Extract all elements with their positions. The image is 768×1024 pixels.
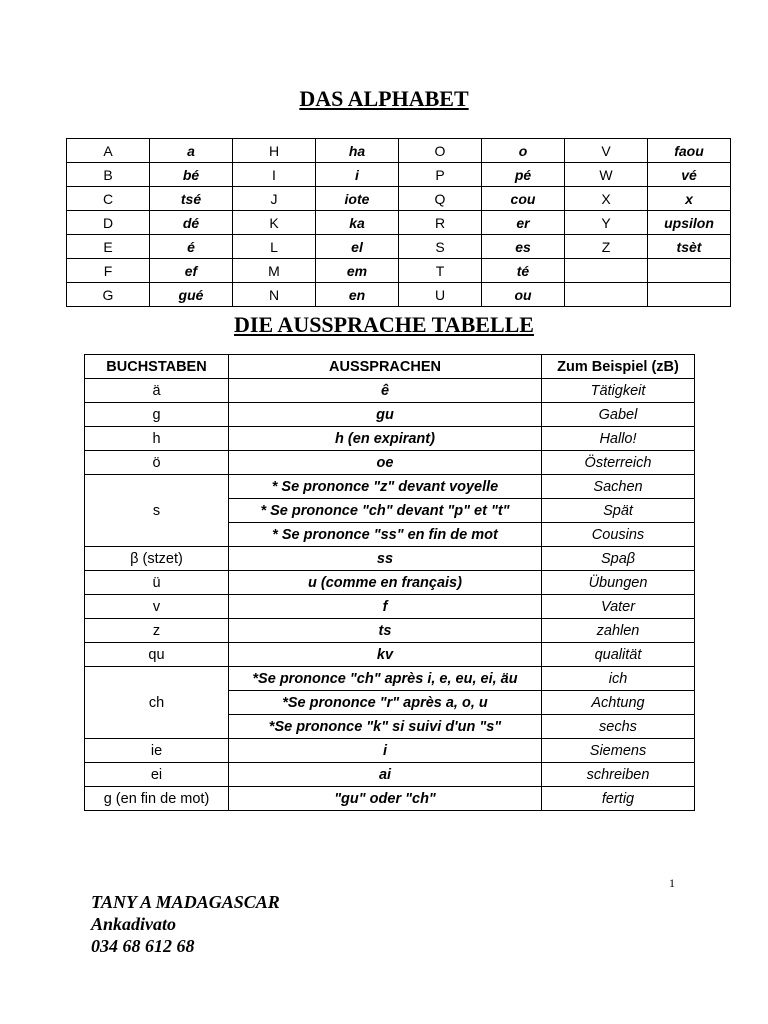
buchstabe-cell: s <box>85 475 229 547</box>
beispiel-cell: Tätigkeit <box>542 379 695 403</box>
alphabet-pronunciation: iote <box>316 187 399 211</box>
aussprache-cell: * Se prononce "ch" devant "p" et "t" <box>229 499 542 523</box>
pronunciation-table <box>84 354 695 811</box>
beispiel-cell: Übungen <box>542 571 695 595</box>
pronunciation-row <box>85 739 695 763</box>
alphabet-pronunciation: tsé <box>150 187 233 211</box>
pronunciation-row <box>85 571 695 595</box>
aussprache-cell: *Se prononce "k" si suivi d'un "s" <box>229 715 542 739</box>
buchstabe-cell: β (stzet) <box>85 547 229 571</box>
alphabet-pronunciation: ou <box>482 283 565 307</box>
alphabet-row <box>67 259 731 283</box>
alphabet-row <box>67 163 731 187</box>
buchstabe-cell: ü <box>85 571 229 595</box>
aussprache-cell: ê <box>229 379 542 403</box>
beispiel-cell: Hallo! <box>542 427 695 451</box>
beispiel-cell: Österreich <box>542 451 695 475</box>
beispiel-cell: Gabel <box>542 403 695 427</box>
buchstabe-cell: g (en fin de mot) <box>85 787 229 811</box>
alphabet-pronunciation: dé <box>150 211 233 235</box>
beispiel-cell: ich <box>542 667 695 691</box>
alphabet-letter: I <box>233 163 316 187</box>
beispiel-cell: Spät <box>542 499 695 523</box>
alphabet-letter: F <box>67 259 150 283</box>
header-buchstaben: BUCHSTABEN <box>85 355 229 379</box>
pronunciation-row <box>85 403 695 427</box>
alphabet-pronunciation: en <box>316 283 399 307</box>
alphabet-letter: Q <box>399 187 482 211</box>
buchstabe-cell: ie <box>85 739 229 763</box>
alphabet-letter: D <box>67 211 150 235</box>
alphabet-row <box>67 187 731 211</box>
aussprache-cell: *Se prononce "ch" après i, e, eu, ei, äu <box>229 667 542 691</box>
pronunciation-header-row <box>85 355 695 379</box>
beispiel-cell: Siemens <box>542 739 695 763</box>
aussprache-cell: h (en expirant) <box>229 427 542 451</box>
alphabet-letter: X <box>565 187 648 211</box>
alphabet-pronunciation: pé <box>482 163 565 187</box>
alphabet-pronunciation: em <box>316 259 399 283</box>
pronunciation-row <box>85 619 695 643</box>
alphabet-letter: A <box>67 139 150 163</box>
beispiel-cell: qualität <box>542 643 695 667</box>
alphabet-pronunciation: i <box>316 163 399 187</box>
beispiel-cell: schreiben <box>542 763 695 787</box>
alphabet-pronunciation: er <box>482 211 565 235</box>
alphabet-letter: U <box>399 283 482 307</box>
alphabet-letter: T <box>399 259 482 283</box>
alphabet-pronunciation: ka <box>316 211 399 235</box>
beispiel-cell: Vater <box>542 595 695 619</box>
aussprache-cell: gu <box>229 403 542 427</box>
alphabet-letter: W <box>565 163 648 187</box>
beispiel-cell: Sachen <box>542 475 695 499</box>
pronunciation-row <box>85 427 695 451</box>
alphabet-pronunciation: vé <box>648 163 731 187</box>
alphabet-pronunciation: bé <box>150 163 233 187</box>
alphabet-letter: N <box>233 283 316 307</box>
alphabet-letter: E <box>67 235 150 259</box>
alphabet-letter: G <box>67 283 150 307</box>
pronunciation-row <box>85 763 695 787</box>
alphabet-letter: Z <box>565 235 648 259</box>
alphabet-letter: J <box>233 187 316 211</box>
alphabet-pronunciation <box>648 259 731 283</box>
aussprache-cell: u (comme en français) <box>229 571 542 595</box>
alphabet-letter: O <box>399 139 482 163</box>
alphabet-row <box>67 211 731 235</box>
alphabet-pronunciation: upsilon <box>648 211 731 235</box>
footer-location: Ankadivato <box>91 914 177 934</box>
alphabet-row <box>67 139 731 163</box>
alphabet-pronunciation: o <box>482 139 565 163</box>
buchstabe-cell: qu <box>85 643 229 667</box>
alphabet-letter: S <box>399 235 482 259</box>
pronunciation-row <box>85 451 695 475</box>
alphabet-row <box>67 283 731 307</box>
buchstabe-cell: g <box>85 403 229 427</box>
beispiel-cell: fertig <box>542 787 695 811</box>
alphabet-pronunciation <box>648 283 731 307</box>
alphabet-pronunciation: es <box>482 235 565 259</box>
aussprache-cell: * Se prononce "ss" en fin de mot <box>229 523 542 547</box>
aussprache-cell: *Se prononce "r" après a, o, u <box>229 691 542 715</box>
footer-phone: 034 68 612 68 <box>91 936 195 956</box>
beispiel-cell: Cousins <box>542 523 695 547</box>
buchstabe-cell: ä <box>85 379 229 403</box>
alphabet-pronunciation: x <box>648 187 731 211</box>
aussprache-cell: ss <box>229 547 542 571</box>
buchstabe-cell: ch <box>85 667 229 739</box>
pronunciation-row <box>85 547 695 571</box>
alphabet-letter: R <box>399 211 482 235</box>
alphabet-pronunciation: el <box>316 235 399 259</box>
alphabet-letter: Y <box>565 211 648 235</box>
page-number: 1 <box>669 876 675 890</box>
alphabet-pronunciation: cou <box>482 187 565 211</box>
pronunciation-row <box>85 667 695 691</box>
buchstabe-cell: ei <box>85 763 229 787</box>
alphabet-letter <box>565 283 648 307</box>
alphabet-letter: B <box>67 163 150 187</box>
alphabet-letter: H <box>233 139 316 163</box>
alphabet-letter: K <box>233 211 316 235</box>
aussprache-cell: kv <box>229 643 542 667</box>
footer-company: TANY A MADAGASCAR <box>91 892 280 912</box>
pronunciation-row <box>85 379 695 403</box>
aussprache-cell: i <box>229 739 542 763</box>
alphabet-letter: C <box>67 187 150 211</box>
alphabet-pronunciation: ha <box>316 139 399 163</box>
beispiel-cell: Spaβ <box>542 547 695 571</box>
buchstabe-cell: z <box>85 619 229 643</box>
aussprache-cell: * Se prononce "z" devant voyelle <box>229 475 542 499</box>
aussprache-cell: f <box>229 595 542 619</box>
alphabet-letter: M <box>233 259 316 283</box>
beispiel-cell: sechs <box>542 715 695 739</box>
alphabet-letter: L <box>233 235 316 259</box>
alphabet-letter: P <box>399 163 482 187</box>
alphabet-row <box>67 235 731 259</box>
alphabet-letter <box>565 259 648 283</box>
alphabet-pronunciation: faou <box>648 139 731 163</box>
alphabet-pronunciation: ef <box>150 259 233 283</box>
pronunciation-row <box>85 475 695 499</box>
header-beispiel: Zum Beispiel (zB) <box>542 355 695 379</box>
pronunciation-row <box>85 787 695 811</box>
buchstabe-cell: h <box>85 427 229 451</box>
header-aussprachen: AUSSPRACHEN <box>229 355 542 379</box>
alphabet-pronunciation: tsèt <box>648 235 731 259</box>
pronunciation-row <box>85 643 695 667</box>
buchstabe-cell: v <box>85 595 229 619</box>
alphabet-pronunciation: a <box>150 139 233 163</box>
aussprache-cell: ts <box>229 619 542 643</box>
alphabet-table <box>66 138 731 307</box>
page-title: DAS ALPHABET <box>299 86 469 111</box>
footer-address <box>91 891 280 957</box>
alphabet-letter: V <box>565 139 648 163</box>
pronunciation-row <box>85 595 695 619</box>
alphabet-pronunciation: té <box>482 259 565 283</box>
alphabet-pronunciation: é <box>150 235 233 259</box>
aussprache-cell: "gu" oder "ch" <box>229 787 542 811</box>
pronunciation-title: DIE AUSSPRACHE TABELLE <box>234 312 534 337</box>
aussprache-cell: oe <box>229 451 542 475</box>
aussprache-cell: ai <box>229 763 542 787</box>
alphabet-pronunciation: gué <box>150 283 233 307</box>
beispiel-cell: zahlen <box>542 619 695 643</box>
buchstabe-cell: ö <box>85 451 229 475</box>
beispiel-cell: Achtung <box>542 691 695 715</box>
